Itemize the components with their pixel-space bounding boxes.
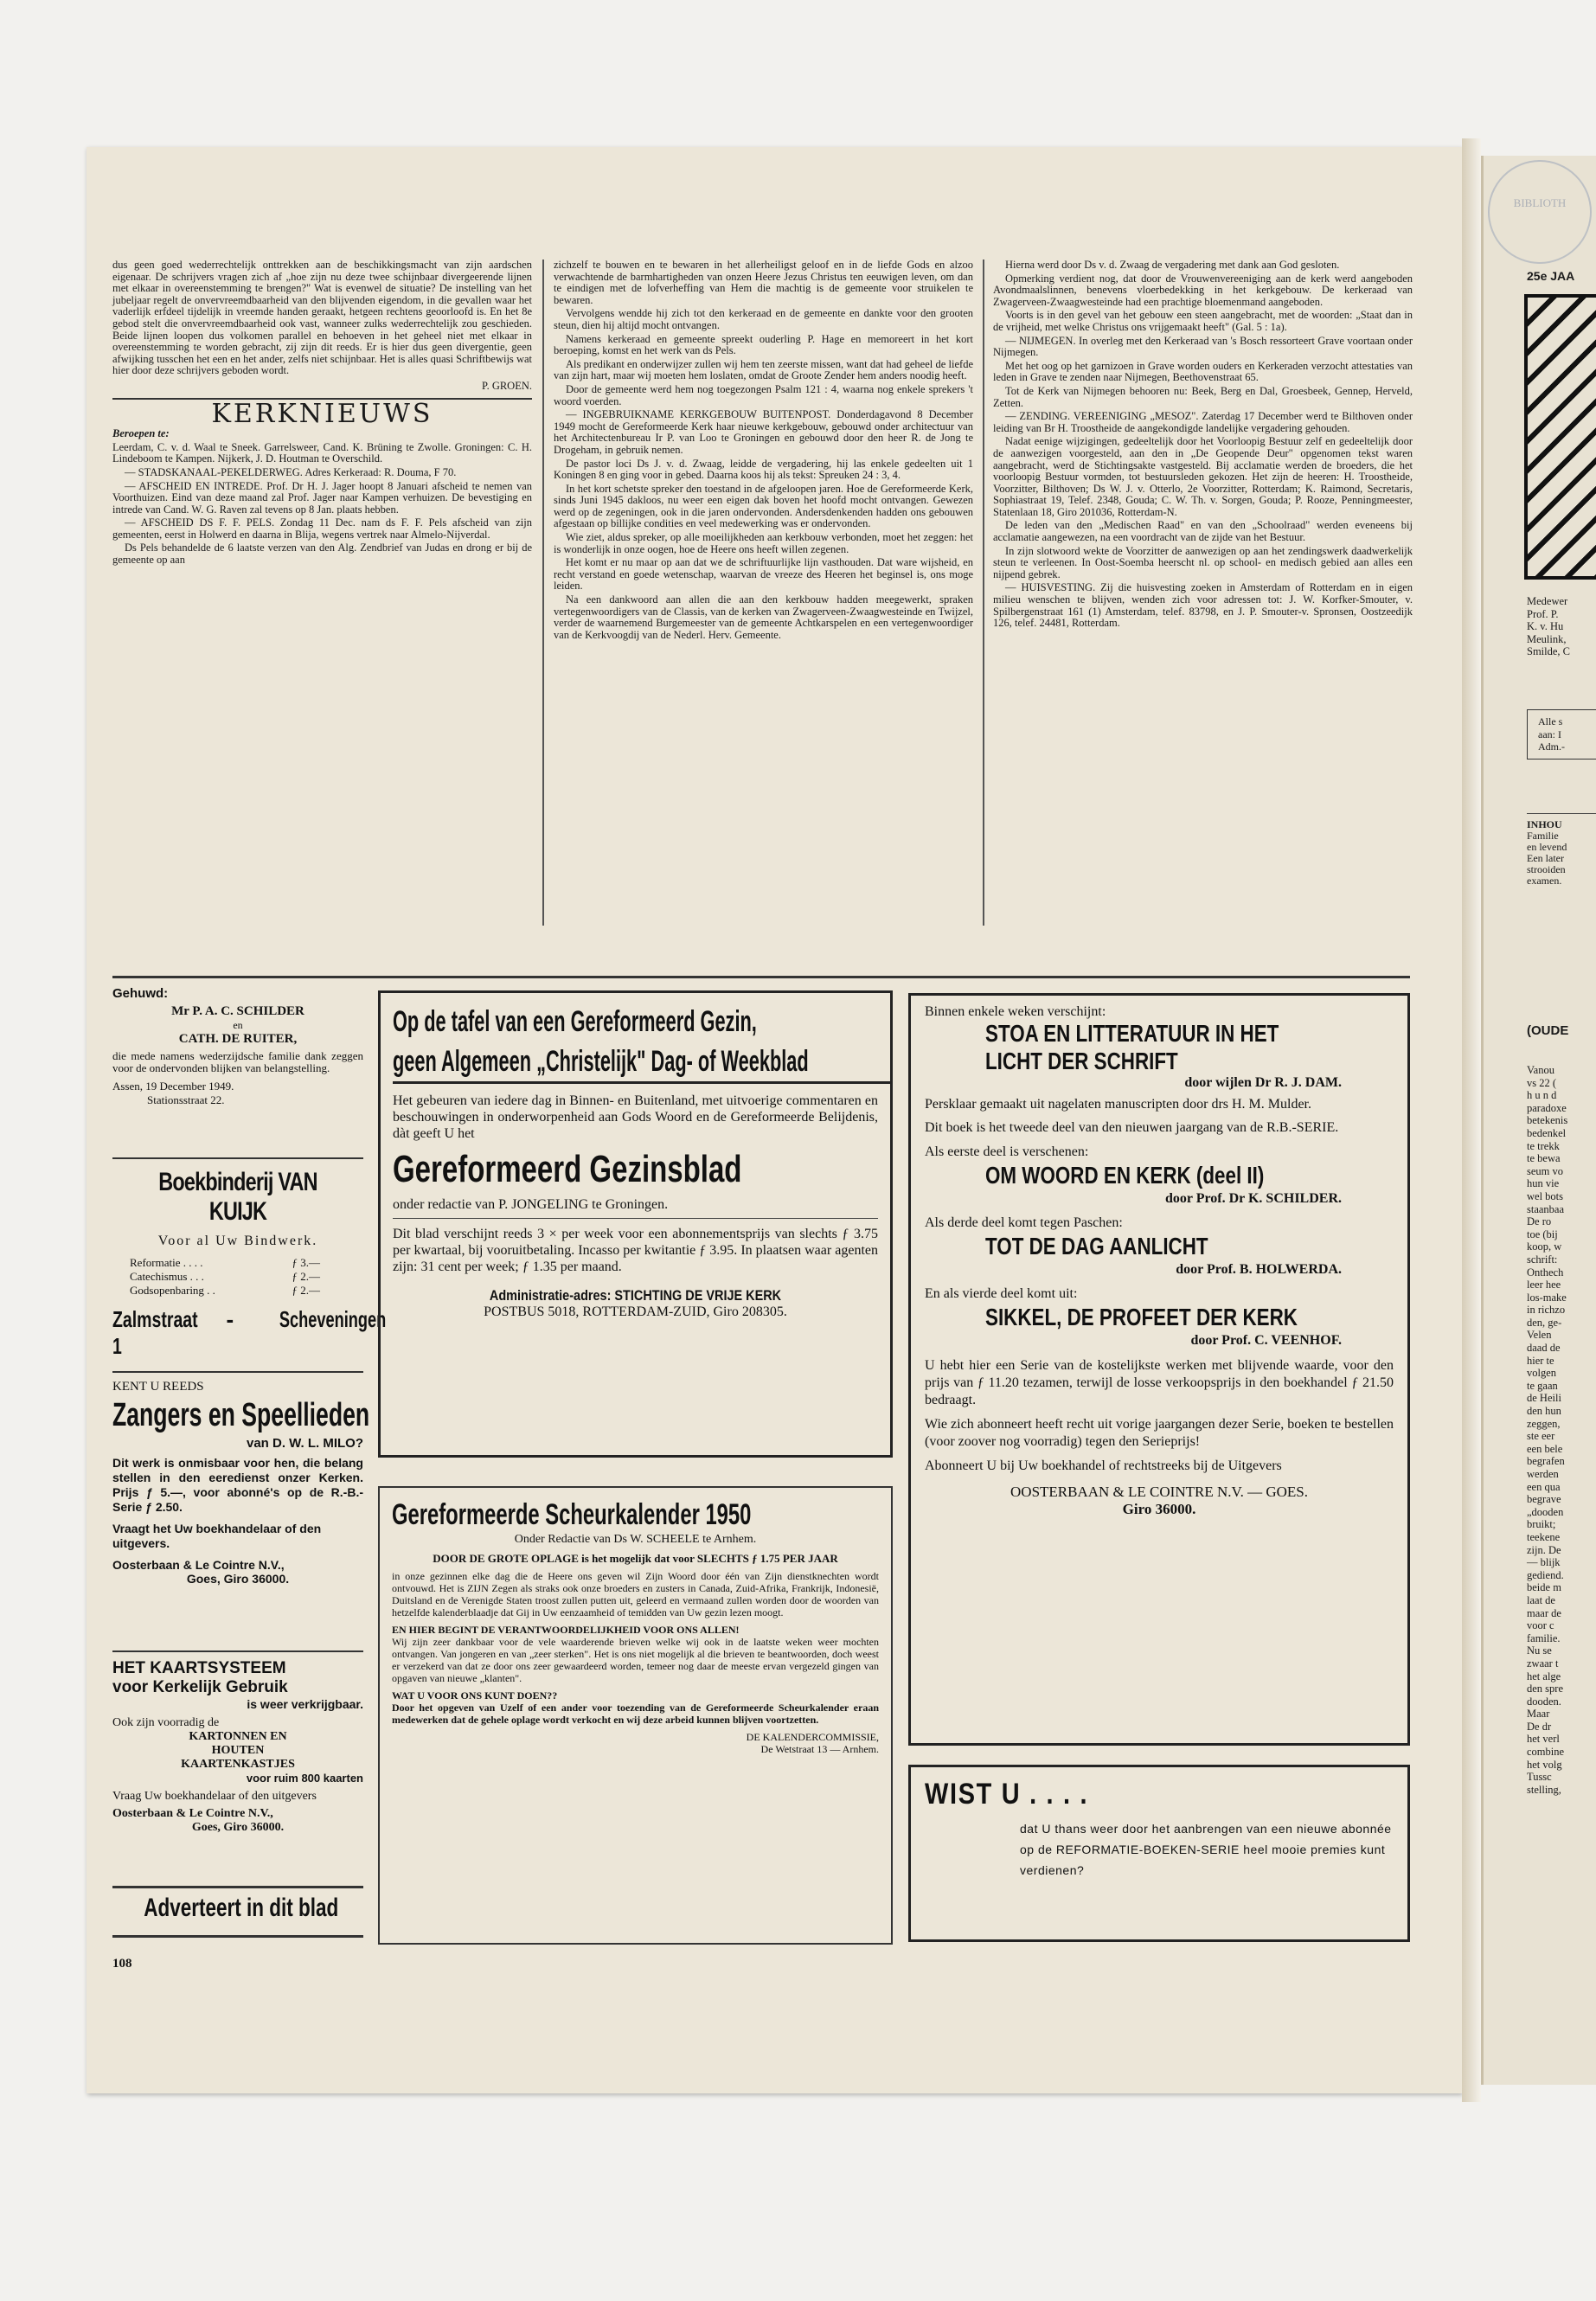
right-article-line: hier te bbox=[1527, 1354, 1554, 1367]
news-item: — NIJMEGEN. In overleg met den Kerkeraad van 's Bosch ressorteert Grave voortaan onder Nijmegen. bbox=[993, 334, 1413, 359]
ad-text: Vraagt het Uw boekhandelaar of den uitgevers. bbox=[112, 1522, 322, 1550]
article-text: zichzelf te bouwen en te bewaren in het allerheiligst geloof en in de liefde Gods en alzoo verwachtende de barmhartigheden van onzen Heere Jezus Christus ten eeuwigen leven, om dan te eindigen met de lofverheffing van Hem die machtig is de gemeente voor struikelen te bewaren. bbox=[554, 259, 973, 306]
ad-text: U hebt hier een Serie van de kostelijkste werken met blijvende waarde, voor den prijs van ƒ 11.20 tezamen, terwijl de losse verkoopsprijs in den boekhandel ƒ 21.50 bedraagt. bbox=[925, 1358, 1394, 1407]
giro: Goes, Giro 36000. bbox=[186, 1572, 290, 1586]
right-article-line: familie. bbox=[1527, 1631, 1561, 1644]
ad-title: voor Kerkelijk Gebruik bbox=[112, 1678, 288, 1696]
right-article-line: het verl bbox=[1527, 1733, 1560, 1746]
ad-kaartsysteem bbox=[112, 1650, 363, 1875]
ad-text: Dit boek is het tweede deel van den nieuwen jaargang van de R.B.-SERIE. bbox=[925, 1120, 1339, 1135]
right-article-line: De dr bbox=[1527, 1720, 1552, 1733]
article-text: Namens kerkeraad en gemeente spreekt ouderling P. Hage en memoreert in het kort beroeping, komst en het werk van ds Pels. bbox=[554, 332, 973, 357]
news-item: Ds Pels behandelde de 6 laatste verzen van den Alg. Zendbrief van Judas en drong er bij de gemeente op aan bbox=[112, 542, 532, 567]
ad-subhead: DOOR DE GROTE OPLAGE is het mogelijk dat voor SLECHTS ƒ 1.75 PER JAAR bbox=[433, 1552, 838, 1565]
ad-gehuwd bbox=[112, 986, 363, 1146]
ad-text: Door het opgeven van Uzelf of een ander voor toezending van de Gereformeerde Scheurkalender eraan medewerken dat de gehele oplage wordt verkocht en wij deze arbeid kunnen blijven voortzetten. bbox=[392, 1702, 879, 1726]
book-title: SIKKEL, DE PROFEET DER KERK bbox=[985, 1304, 1298, 1330]
giro: Giro 36000. bbox=[1122, 1501, 1196, 1517]
ad-text: in onze gezinnen elke dag die de Heere ons geven wil Zijn Woord door één van Zijn dienstknechten wordt ontvouwd. Het is ZIJN Zegen als straks ook onze broeders en zusters in Canada, Zuid-Afrika, Frankrijk, Indonesië, Duitsland en de Verenigde Staten troost zullen putten uit, geleerd en vermaand zullen worden door de woorden van hetzelfde kalenderblaadje dat Gij in Uw eenzaamheid of temidden van Uw gezin lezen moogt. bbox=[392, 1570, 879, 1618]
book-author: door wijlen Dr R. J. DAM. bbox=[1184, 1075, 1342, 1090]
right-article-line: begrave bbox=[1527, 1493, 1561, 1506]
subheading: Beroepen te: bbox=[112, 427, 170, 440]
right-article-line: te gaan bbox=[1527, 1379, 1558, 1392]
ad-text: Wij zijn zeer dankbaar voor de vele waarderende brieven welke wij ook in de laatste weken weer mochten ontvangen. Van jongeren en van „zeer sterken". Het is ons niet mogelijk al die brieven te beantwoorden, doch weest er verzekerd van dat ze door ons zeer gewaardeerd worden, temeer nog daar de meeste ervan vergezeld gingen van opgaven van nieuwe „klanten". bbox=[392, 1636, 879, 1684]
right-article-line: Vanou bbox=[1527, 1064, 1554, 1076]
ad-subhead: EN HIER BEGINT DE VERANTWOORDELIJKHEID VOOR ONS ALLEN! bbox=[392, 1624, 740, 1636]
right-article-line: Onthech bbox=[1527, 1266, 1564, 1279]
ad-milo bbox=[112, 1371, 370, 1639]
right-article-line: zijn. De bbox=[1527, 1543, 1561, 1556]
ad-subhead: WAT U VOOR ONS KUNT DOEN?? bbox=[392, 1689, 558, 1702]
column-divider bbox=[983, 260, 984, 926]
book-author: door Prof. Dr K. SCHILDER. bbox=[1164, 1191, 1342, 1206]
product: KARTONNEN EN bbox=[189, 1730, 287, 1743]
ad-text: Vraag Uw boekhandelaar of den uitgevers bbox=[112, 1790, 317, 1803]
article-text: Als predikant en onderwijzer zullen wij hem ten zeerste missen, want dat had geheel de liefde van zijn hart, maar wij moeten hem loslaten, omdat de Groote Zender hem anders noodig heeft. bbox=[554, 357, 973, 382]
ad-address: De Wetstraat 13 — Arnhem. bbox=[760, 1743, 879, 1755]
right-article-line: begrafen bbox=[1527, 1455, 1565, 1468]
ad-address: POSTBUS 5018, ROTTERDAM-ZUID, Giro 208305. bbox=[484, 1304, 787, 1319]
right-article-line: werden bbox=[1527, 1468, 1559, 1480]
groom-name: Mr P. A. C. SCHILDER bbox=[171, 1004, 304, 1018]
right-contents: INHOU Familie en levend Een later strooiden examen. bbox=[1527, 813, 1596, 887]
right-article-line: — blijk bbox=[1527, 1556, 1561, 1569]
right-article-line: seum vo bbox=[1527, 1164, 1564, 1177]
ad-text: Het gebeuren van iedere dag in Binnen- en Buitenland, met uitvoerige commentaren en beschouwingen in onderworpenheid aan Gods Woord en de Gereformeerde Belijdenis, dàt geeft U het bbox=[393, 1093, 878, 1141]
ad-headline: Op de tafel van een Gereformeerd Gezin, bbox=[393, 1005, 757, 1038]
right-article-line: „dooden bbox=[1527, 1505, 1564, 1518]
news-item: — AFSCHEID EN INTREDE. Prof. Dr H. J. Jager hoopt 8 Januari afscheid te nemen van Voorthuizen. Eind van deze maand zal Prof. Jager naar Kampen verhuizen. De bevestiging en intrede van Cand. W. G. Raven zal tevens op 8 Jan. plaats hebben. bbox=[112, 479, 532, 516]
page-fold bbox=[1462, 138, 1481, 2102]
book-title: TOT DE DAG AANLICHT bbox=[985, 1233, 1208, 1259]
right-article-line: hun vie bbox=[1527, 1177, 1560, 1190]
section-heading: KERKNIEUWS bbox=[211, 398, 433, 429]
right-article-line: h u n d bbox=[1527, 1089, 1557, 1102]
right-article-line: Maar bbox=[1527, 1708, 1550, 1721]
right-article-line: laat de bbox=[1527, 1593, 1555, 1606]
right-article-line: combine bbox=[1527, 1746, 1565, 1759]
news-item: — INGEBRUIKNAME KERKGEBOUW BUITENPOST. Donderdagavond 8 December 1949 mocht de Gereformeerde Kerk haar nieuwe kerkgebouw, gebouwd onder architectuur van het Architectenbureau Ir P. van Loo te Groningen en gebouwd door den heer R. de Jong te Drogeham, in gebruik nemen. bbox=[554, 408, 973, 456]
library-stamp: BIBLIOTH bbox=[1488, 160, 1592, 264]
article-signature: P. GROEN. bbox=[482, 379, 532, 392]
ad-line: Voor al Uw Bindwerk. bbox=[157, 1234, 318, 1248]
right-list: Medewer Prof. P. K. v. Hu Meulink, Smilde, C bbox=[1527, 595, 1571, 657]
ad-text: En als vierde deel komt uit: bbox=[925, 1286, 1078, 1301]
right-box: Alle s aan: I Adm.- bbox=[1527, 709, 1596, 760]
right-article-line: bruikt; bbox=[1527, 1518, 1556, 1531]
right-article-line: koop, w bbox=[1527, 1240, 1562, 1253]
column-1 bbox=[112, 260, 532, 934]
masthead-fragment bbox=[1524, 294, 1596, 580]
ad-kuijk bbox=[112, 1157, 387, 1359]
ad-scheurkalender bbox=[378, 1486, 893, 1945]
article-text: Nadat eenige wijzigingen, gedeeltelijk door het Voorloopig Bestuur zelf en gedeeltelijk door de aanwezigen voorgesteld, aan den in „De Geopende Deur" opgenomen tekst waren aangebracht, werd de Stichtingsakte vastgesteld. Bij acclamatie werden de broeders, die het voorloopig Bestuur vormden, tot bestuursleden gekozen. Het zijn de heeren: H. Troostheide, Voorzitter, Bilthoven; Ds W. J. v. Otterlo, 2e Voorzitter, Rotterdam; K. Raimond, Secretaris, Sophiastraat 19, Telef. 2348, Gouda; C. W. Th. v. Sorgen, Gouda; P. Rooze, Penningmeester, Statenlaan 18, Giro 201036, Rotterdam-N. bbox=[993, 435, 1413, 518]
price-row: Godsopenbaring . . ƒ 2.— bbox=[130, 1284, 320, 1297]
ad-stoa bbox=[908, 993, 1410, 1746]
ad-text: Als eerste deel is verschenen: bbox=[925, 1144, 1089, 1159]
article-text: In het kort schetste spreker den toestand in de afgeloopen jaren. Hoe de Gereformeerde Kerk, sinds Juni 1945 dakloos, nu weer een eigen dak boven het hoofd mocht ontvangen. Gewezen werd op de zegeningen, ook in die jaren ondervonden. Andersdenkenden hadden ons gebouwen afgestaan op billijke condities en veel medewerking was er ondervonden. bbox=[554, 482, 973, 530]
ad-address: Zalmstraat 1 - Scheveningen bbox=[112, 1306, 387, 1359]
news-item: — AFSCHEID DS F. F. PELS. Zondag 11 Dec. nam ds F. F. Pels afscheid van zijn gemeenten, eerst in Holwerd en daarna in Blija, wegens vertrek naar Almelo-Nijverdal. bbox=[112, 516, 532, 541]
right-heading: (OUDE bbox=[1527, 1023, 1569, 1038]
book-title: LICHT DER SCHRIFT bbox=[985, 1048, 1178, 1074]
bride-name: CATH. DE RUITER, bbox=[178, 1032, 298, 1046]
right-article-line: bedenkel bbox=[1527, 1126, 1567, 1139]
section-rule bbox=[112, 976, 1410, 978]
article-text: In zijn slotwoord wekte de Voorzitter de aanwezigen op aan het zendingswerk daadwerkelijk steun te verleenen. In Oost-Soemba heerscht nl. op school- en medisch gebied aan alles een nijpend gebrek. bbox=[993, 544, 1413, 580]
ad-title: Gereformeerd Gezinsblad bbox=[393, 1148, 742, 1190]
ad-wist-u bbox=[908, 1765, 1410, 1942]
ad-label: Gehuwd: bbox=[112, 986, 169, 1001]
article-text: Hierna werd door Ds v. d. Zwaag de vergadering met dank aan God gesloten. bbox=[1005, 259, 1340, 271]
column-3 bbox=[993, 260, 1413, 930]
column-divider bbox=[542, 260, 544, 926]
right-article-line: daad de bbox=[1527, 1342, 1561, 1355]
right-article-line: volgen bbox=[1527, 1367, 1557, 1380]
right-article-line: een qua bbox=[1527, 1480, 1561, 1493]
conjunction: en bbox=[233, 1019, 243, 1031]
ad-signature: DE KALENDERCOMMISSIE, bbox=[746, 1731, 879, 1743]
right-article-line: de Heili bbox=[1527, 1392, 1561, 1405]
ad-title: Zangers en Speellieden bbox=[112, 1397, 370, 1433]
ad-text: Persklaar gemaakt uit nagelaten manuscripten door drs H. M. Mulder. bbox=[925, 1097, 1311, 1112]
right-article-line: voor c bbox=[1527, 1619, 1554, 1632]
address: Stationsstraat 22. bbox=[147, 1093, 225, 1106]
article-text: Met het oog op het garnizoen in Grave worden ouders en Kerkeraden verzocht attestaties van leden in Grave te zenden naar Nijmegen, Beethovenstraat 65. bbox=[993, 359, 1413, 384]
news-item: — STADSKANAAL-PEKELDERWEG. Adres Kerkeraad: R. Douma, F 70. bbox=[125, 465, 457, 478]
right-article-line: het alge bbox=[1527, 1670, 1561, 1682]
ad-text: Ook zijn voorradig de bbox=[112, 1716, 220, 1729]
right-article-line: los-make bbox=[1527, 1291, 1567, 1304]
ad-adverteert bbox=[112, 1886, 363, 1938]
page-number: 108 bbox=[112, 1957, 132, 1971]
ad-text: Als derde deel komt tegen Paschen: bbox=[925, 1215, 1123, 1230]
right-article-line: stelling, bbox=[1527, 1783, 1561, 1796]
right-article-line: toe (bij bbox=[1527, 1227, 1558, 1240]
publisher: OOSTERBAAN & LE COINTRE N.V. — GOES. bbox=[1010, 1484, 1308, 1500]
book-author: door Prof. B. HOLWERDA. bbox=[1176, 1262, 1342, 1277]
right-article-line: paradoxe bbox=[1527, 1101, 1567, 1114]
right-article-line: te trekk bbox=[1527, 1139, 1560, 1152]
right-article-line: te bewa bbox=[1527, 1152, 1561, 1165]
right-article-line: staanbaa bbox=[1527, 1202, 1565, 1215]
right-page-header: 25e JAA bbox=[1527, 269, 1575, 283]
price-row: Catechismus . . . ƒ 2.— bbox=[130, 1270, 320, 1283]
ad-title: Gereformeerde Scheurkalender 1950 bbox=[392, 1498, 752, 1531]
news-item: Leerdam, C. v. d. Waal te Sneek. Garrelsweer, Cand. K. Brüning te Zwolle. Groningen: C. H. Lindeboom te Kampen. Nijkerk, J. D. Houtman te Overschild. bbox=[112, 440, 532, 465]
right-article-line: een bele bbox=[1527, 1442, 1563, 1455]
article-text: Voorts is in den gevel van het gebouw een steen aangebracht, met de woorden: „Staat dan in de vrijheid, met welke Christus ons vrijgemaakt heeft" (Gal. 5 : 1a). bbox=[993, 309, 1413, 333]
price-row: Reformatie . . . . ƒ 3.— bbox=[130, 1256, 320, 1269]
right-article-line: dooden. bbox=[1527, 1695, 1561, 1708]
ad-title: WIST U . . . . bbox=[925, 1778, 1089, 1811]
ad-title: Adverteert in dit blad bbox=[144, 1894, 339, 1922]
right-article-line: in richzo bbox=[1527, 1304, 1566, 1317]
right-article-line: zeggen, bbox=[1527, 1417, 1561, 1430]
ad-price: voor ruim 800 kaarten bbox=[246, 1772, 363, 1785]
ad-kicker: Binnen enkele weken verschijnt: bbox=[925, 1004, 1106, 1019]
article-text: Door de gemeente werd hem nog toegezongen Psalm 121 : 4, waarna nog enkele sprekers 't woord voerden. bbox=[554, 382, 973, 407]
ad-text: Abonneert U bij Uw boekhandel of rechtstreeks bij de Uitgevers bbox=[925, 1458, 1282, 1473]
right-article-line: ste eer bbox=[1527, 1430, 1555, 1443]
publisher: Oosterbaan & Le Cointre N.V., bbox=[112, 1807, 273, 1820]
ad-title: HET KAARTSYSTEEM bbox=[112, 1659, 286, 1677]
news-item: — HUISVESTING. Zij die huisvesting zoeken in Amsterdam of Rotterdam en in eigen milieu wenschen te blijven, wenden zich voor adressen tot: J. W. Korfker-Smouter, v. Spilbergenstraat 161 (1) Amsterdam, telef. 83798, en J. P. Smouter-v. Spronsen, Oostzeedijk 126, telef. 24481, Rotterdam. bbox=[993, 581, 1413, 630]
article-text: Vervolgens wendde hij zich tot den kerkeraad en de gemeente en dankte voor den grooten steun, dien hij altijd mocht ontvangen. bbox=[554, 307, 973, 331]
book-author: door Prof. C. VEENHOF. bbox=[1190, 1333, 1342, 1348]
right-article-line: vs 22 ( bbox=[1527, 1076, 1557, 1089]
ad-title: Boekbinderij VAN KUIJK bbox=[158, 1168, 317, 1226]
article-text: De pastor loci Ds J. v. d. Zwaag, leidde de vergadering, hij las enkele gedeelten uit 1 Koningen 8 en ging voor in gebed. Daarna koos hij als tekst: Spreuken 24 : 3, 4. bbox=[554, 457, 973, 482]
ad-editor: onder redactie van P. JONGELING te Groningen. bbox=[393, 1197, 878, 1219]
book-title: OM WOORD EN KERK (deel II) bbox=[985, 1162, 1265, 1189]
ad-text: die mede namens wederzijdsche familie dank zeggen voor de ondervonden blijken van belangstelling. bbox=[112, 1049, 363, 1074]
right-article-line: gediend. bbox=[1527, 1568, 1564, 1581]
book-title: STOA EN LITTERATUUR IN HET bbox=[985, 1020, 1279, 1047]
right-article-line: beide m bbox=[1527, 1581, 1561, 1594]
article-text: Wie ziet, aldus spreker, op alle moeilijkheden aan kerkbouw verbonden, moet het zeggen: het is wonderlijk in onze oogen, hoe de Heere ons heeft willen zegenen. bbox=[554, 531, 973, 555]
ad-text: Dit blad verschijnt reeds 3 × per week voor een abonnementsprijs van slechts ƒ 3.75 per kwartaal, bij vooruitbetaling. Incasso per kwitantie ƒ 3.95. In plaatsen waar agenten zijn: 31 cent per week; ƒ 1.35 per maand. bbox=[393, 1227, 878, 1274]
ad-text: dat U thans weer door het aanbrengen van een nieuwe abonnée op de REFORMATIE-BOEKEN-SERIE heel mooie premies kunt verdienen? bbox=[1020, 1822, 1392, 1877]
right-article-line: De ro bbox=[1527, 1215, 1552, 1228]
ad-headline: geen Algemeen „Christelijk" Dag- of Weekblad bbox=[393, 1042, 891, 1084]
right-article-line: schrift: bbox=[1527, 1253, 1558, 1266]
publisher: Oosterbaan & Le Cointre N.V., bbox=[112, 1558, 285, 1572]
right-article-line: leer hee bbox=[1527, 1279, 1561, 1292]
product: HOUTEN bbox=[211, 1744, 265, 1757]
right-article-line: den, ge- bbox=[1527, 1316, 1562, 1329]
right-article-line: maar de bbox=[1527, 1606, 1561, 1619]
article-text: Tot de Kerk van Nijmegen behooren nu: Beek, Berg en Dal, Groesbeek, Gennep, Herveld, Zetten. bbox=[993, 384, 1413, 409]
column-2 bbox=[554, 260, 973, 930]
right-article-line: teekene bbox=[1527, 1530, 1561, 1543]
right-article-line: den spre bbox=[1527, 1682, 1563, 1695]
right-article-line: den hun bbox=[1527, 1405, 1561, 1418]
right-article-line: wel bots bbox=[1527, 1189, 1564, 1202]
right-article-line: Velen bbox=[1527, 1329, 1552, 1342]
right-article-line: het volg bbox=[1527, 1758, 1562, 1771]
right-article-line: Tussc bbox=[1527, 1771, 1552, 1784]
right-article-line: Nu se bbox=[1527, 1644, 1552, 1657]
right-article-line: zwaar t bbox=[1527, 1657, 1559, 1670]
article-text: dus geen goed wederrechtelijk onttrekken aan de beschikkingsmacht van zijn aardschen eigenaar. De schrijvers vragen zich af „hoe zijn nu deze twee schijnbaar divergeerende lijnen met elkaar in overeenstemming te brengen?" Wat is evenwel de situatie? De instelling van het jubeljaar regelt de onvervreemdbaarheid van den blijvenden eigendom, in die gevallen waar het vaderlijk erfdeel tijdelijk in vreemde handen geraakt, hetgeen rechtens geoorloofd is. En het 8e gebod stelt die onvervreemdbaarheid ook vast, wanneer zulks wederrechtelijk zou geschieden. Beide lijnen loopen dus volkomen parallel en behoeven in het geheel niet met elkaar in overeenstemming te worden gebracht, zij zijn dit reeds. Er is hier dus geen divergentie, geen afwijking tusschen het een en het ander, zelfs niet schijnbaar. Het is alles quasi Schriftbewijs wat hier door deze schrijvers geboden wordt. bbox=[112, 259, 532, 377]
news-item: — ZENDING. VEREENIGING „MESOZ". Zaterdag 17 December werd te Bilthoven onder leiding van Br H. Troostheide de aangekondigde landelijke vergadering gehouden. bbox=[993, 410, 1413, 434]
ad-editor: Onder Redactie van Ds W. SCHEELE te Arnhem. bbox=[514, 1533, 757, 1546]
giro: Goes, Giro 36000. bbox=[191, 1821, 285, 1834]
article-text: Opmerking verdient nog, dat door de Vrouwenvereeniging aan de kerk werd aangeboden Avondmaalslinnen, benevens vloerbedekking in het kerkgebouw. De kerkeraad van Zwagerveen-Zwaagwesteinde had een prachtige bloemenmand aangeboden. bbox=[993, 272, 1413, 308]
product: KAARTENKASTJES bbox=[181, 1758, 295, 1771]
ad-author: van D. W. L. MILO? bbox=[247, 1436, 363, 1451]
article-text: Het komt er nu maar op aan dat we de schriftuurlijke lijn vasthouden. Dat ware wijsheid, en recht verstand en goede wetenschap, waarvan de vreeze des Heeren het beginsel is, ons moge leiden. bbox=[554, 556, 973, 593]
article-text: Na een dankwoord aan allen die aan den kerkbouw hadden meegewerkt, spraken vertegenwoordigers van de Classis, van de kerken van Zwagerveen-Zwaagwesteinde en Twijzel, verder de waarnemend Burgemeester van de gemeente Achtkarspelen en een vertegenwoordiger van de Kerkvoogdij van de Nederl. Herv. Gemeente. bbox=[554, 593, 973, 641]
ad-gezinsblad bbox=[378, 990, 893, 1458]
article-text: De leden van den „Medischen Raad" en van den „Schoolraad" werden eveneens bij acclamatie aangewezen, na een voordracht van de zijde van het Bestuur. bbox=[993, 519, 1413, 544]
price-list bbox=[112, 1256, 320, 1298]
ad-sub: is weer verkrijgbaar. bbox=[247, 1697, 363, 1711]
place-date: Assen, 19 December 1949. bbox=[112, 1080, 234, 1093]
ad-admin: Administratie-adres: STICHTING DE VRIJE KERK bbox=[489, 1287, 782, 1304]
right-article-line: betekenis bbox=[1527, 1114, 1568, 1127]
right-article bbox=[1527, 1064, 1596, 1796]
ad-text: Dit werk is onmisbaar voor hen, die belang stellen in den eeredienst onzer Kerken. Prijs ƒ 5.—, voor abonné's op de R.-B.-Serie ƒ 2.50. bbox=[112, 1456, 363, 1514]
ad-text: Wie zich abonneert heeft recht uit vorige jaargangen dezer Serie, boeken te bestellen (voor zoover nog voorradig) tegen den Serieprijs! bbox=[925, 1417, 1394, 1449]
ad-kicker: KENT U REEDS bbox=[112, 1380, 204, 1394]
